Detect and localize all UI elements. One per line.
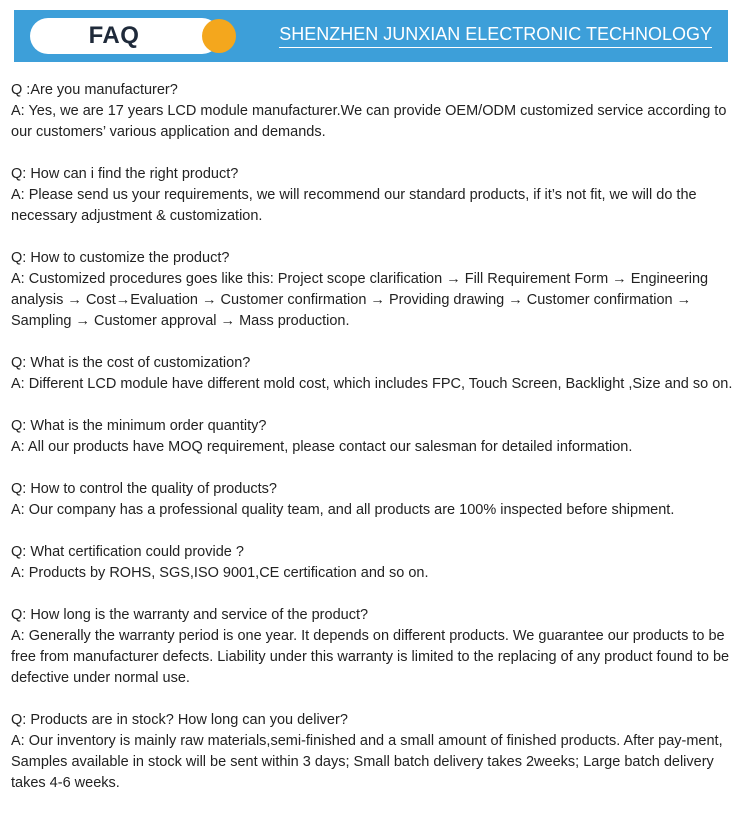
- faq-answer: A: Generally the warranty period is one year. It depends on different products. We guarantee our products to be free from manufacturer defects. Liability under this warranty is limited to the replacing of any product found to be defective under normal use.: [11, 628, 730, 686]
- faq-question: Q: What certification could provide ?: [11, 544, 244, 560]
- faq-answer: A: All our products have MOQ requirement, please contact our salesman for detailed information.: [11, 439, 633, 455]
- faq-item: [11, 80, 733, 143]
- faq-item: [11, 164, 733, 227]
- faq-question: Q: How can i find the right product?: [11, 166, 239, 182]
- faq-title-pill: [30, 18, 220, 54]
- faq-question: Q: What is the minimum order quantity?: [11, 418, 267, 434]
- faq-list: [11, 80, 733, 815]
- faq-question: Q: What is the cost of customization?: [11, 355, 251, 371]
- company-name: SHENZHEN JUNXIAN ELECTRONIC TECHNOLOGY: [279, 21, 712, 48]
- faq-item: [11, 542, 733, 584]
- header-banner: [14, 10, 728, 62]
- faq-item: [11, 479, 733, 521]
- faq-item: [11, 605, 733, 689]
- faq-item: [11, 710, 733, 794]
- faq-question: Q: Products are in stock? How long can you deliver?: [11, 712, 348, 728]
- faq-item: [11, 416, 733, 458]
- faq-answer: A: Different LCD module have different mold cost, which includes FPC, Touch Screen, Backlight ,Size and so on.: [11, 376, 733, 392]
- faq-answer: A: Our inventory is mainly raw materials,semi-finished and a small amount of finished products. After pay-ment, Samples available in stock will be sent within 3 days; Small batch delivery takes 2weeks; Large batch delivery takes 4-6 weeks.: [11, 733, 723, 791]
- faq-answer: A: Please send us your requirements, we will recommend our standard products, if it’s not fit, we will do the necessary adjustment & customization.: [11, 187, 697, 224]
- faq-answer: A: Products by ROHS, SGS,ISO 9001,CE certification and so on.: [11, 565, 429, 581]
- faq-question: Q :Are you manufacturer?: [11, 82, 178, 98]
- faq-item: [11, 248, 733, 332]
- faq-question: Q: How to customize the product?: [11, 250, 230, 266]
- faq-answer: A: Yes, we are 17 years LCD module manufacturer.We can provide OEM/ODM customized service according to our customers’ various application and demands.: [11, 103, 727, 140]
- faq-item: [11, 353, 733, 395]
- faq-answer: A: Customized procedures goes like this: Project scope clarification → Fill Requirement Form → Engineering analysis → Cost→Evaluation → Customer confirmation → Providing drawing → Customer confirmation → Sampling → Customer approval → Mass production.: [11, 271, 709, 329]
- page-title: FAQ: [88, 22, 140, 49]
- faq-question: Q: How to control the quality of products?: [11, 481, 277, 497]
- faq-question: Q: How long is the warranty and service of the product?: [11, 607, 369, 623]
- faq-answer: A: Our company has a professional quality team, and all products are 100% inspected before shipment.: [11, 502, 675, 518]
- orange-dot-icon: [202, 19, 236, 53]
